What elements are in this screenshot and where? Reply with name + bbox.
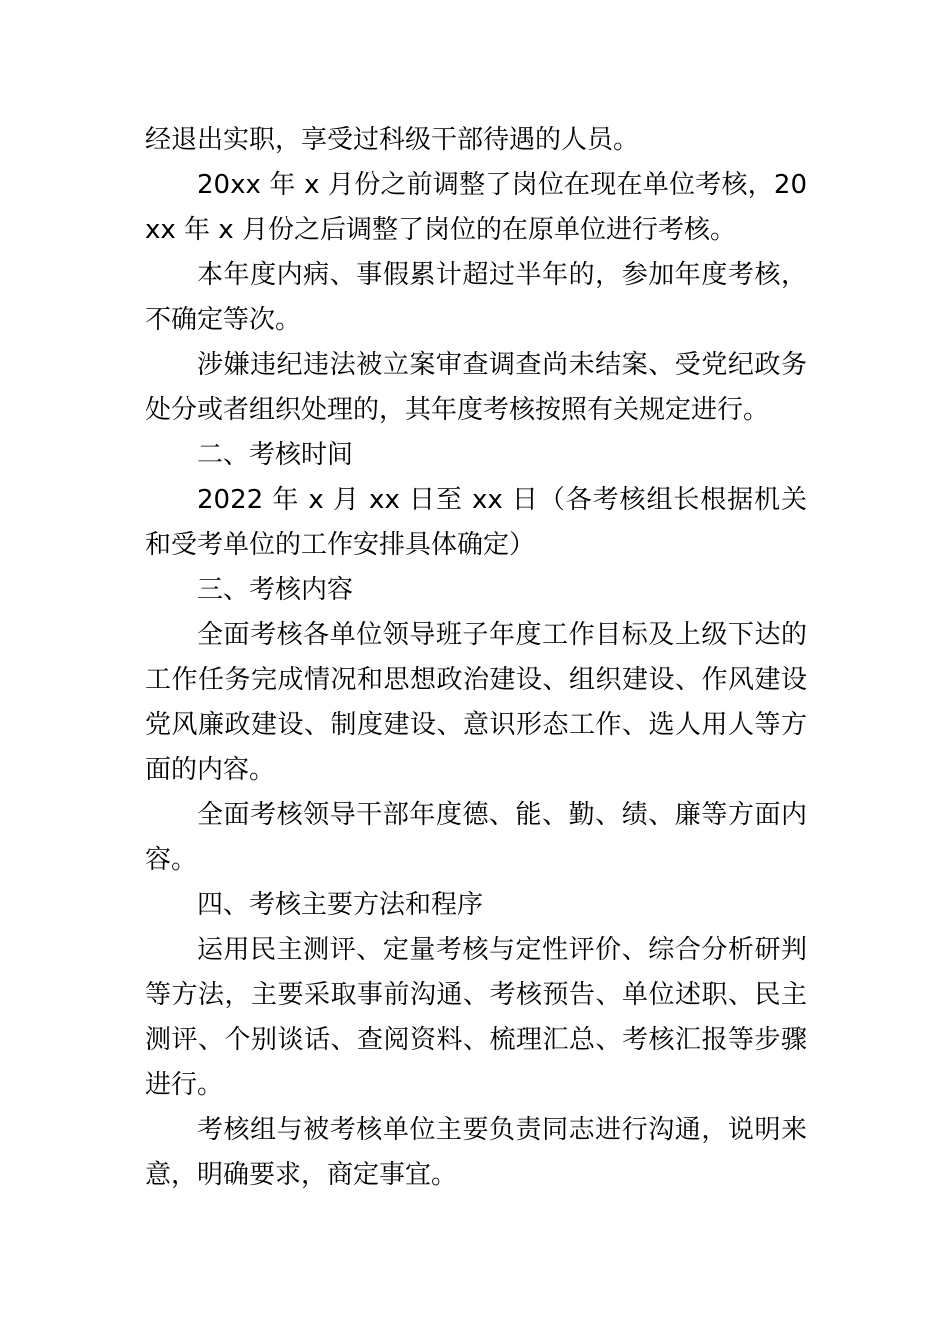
paragraph: 全面考核领导干部年度德、能、勤、绩、廉等方面内容。 (145, 800, 807, 875)
section-heading: 四、考核主要方法和程序 (197, 890, 484, 920)
paragraph: 涉嫌违纪违法被立案审查调查尚未结案、受党纪政务处分或者组织处理的，其年度考核按照有关规定进行。 (145, 350, 807, 425)
section-heading: 二、考核时间 (197, 440, 354, 470)
paragraph: 全面考核各单位领导班子年度工作目标及上级下达的工作任务完成情况和思想政治建设、组织建设、作风建设党风廉政建设、制度建设、意识形态工作、选人用人等方面的内容。 (145, 620, 807, 785)
paragraph: 20xx 年 x 月份之前调整了岗位在现在单位考核，20xx 年 x 月份之后调整了岗位的在原单位进行考核。 (145, 170, 807, 245)
paragraph: 考核组与被考核单位主要负责同志进行沟通，说明来意，明确要求，商定事宜。 (145, 1115, 807, 1190)
document-body (145, 118, 807, 1198)
paragraph: 运用民主测评、定量考核与定性评价、综合分析研判等方法，主要采取事前沟通、考核预告、单位述职、民主测评、个别谈话、查阅资料、梳理汇总、考核汇报等步骤进行。 (145, 935, 807, 1100)
section-heading: 三、考核内容 (197, 575, 354, 605)
paragraph-continuation: 经退出实职，享受过科级干部待遇的人员。 (145, 125, 640, 155)
paragraph: 2022 年 x 月 xx 日至 xx 日（各考核组长根据机关和受考单位的工作安排具体确定） (145, 485, 807, 560)
paragraph: 本年度内病、事假累计超过半年的，参加年度考核，不确定等次。 (145, 260, 807, 335)
